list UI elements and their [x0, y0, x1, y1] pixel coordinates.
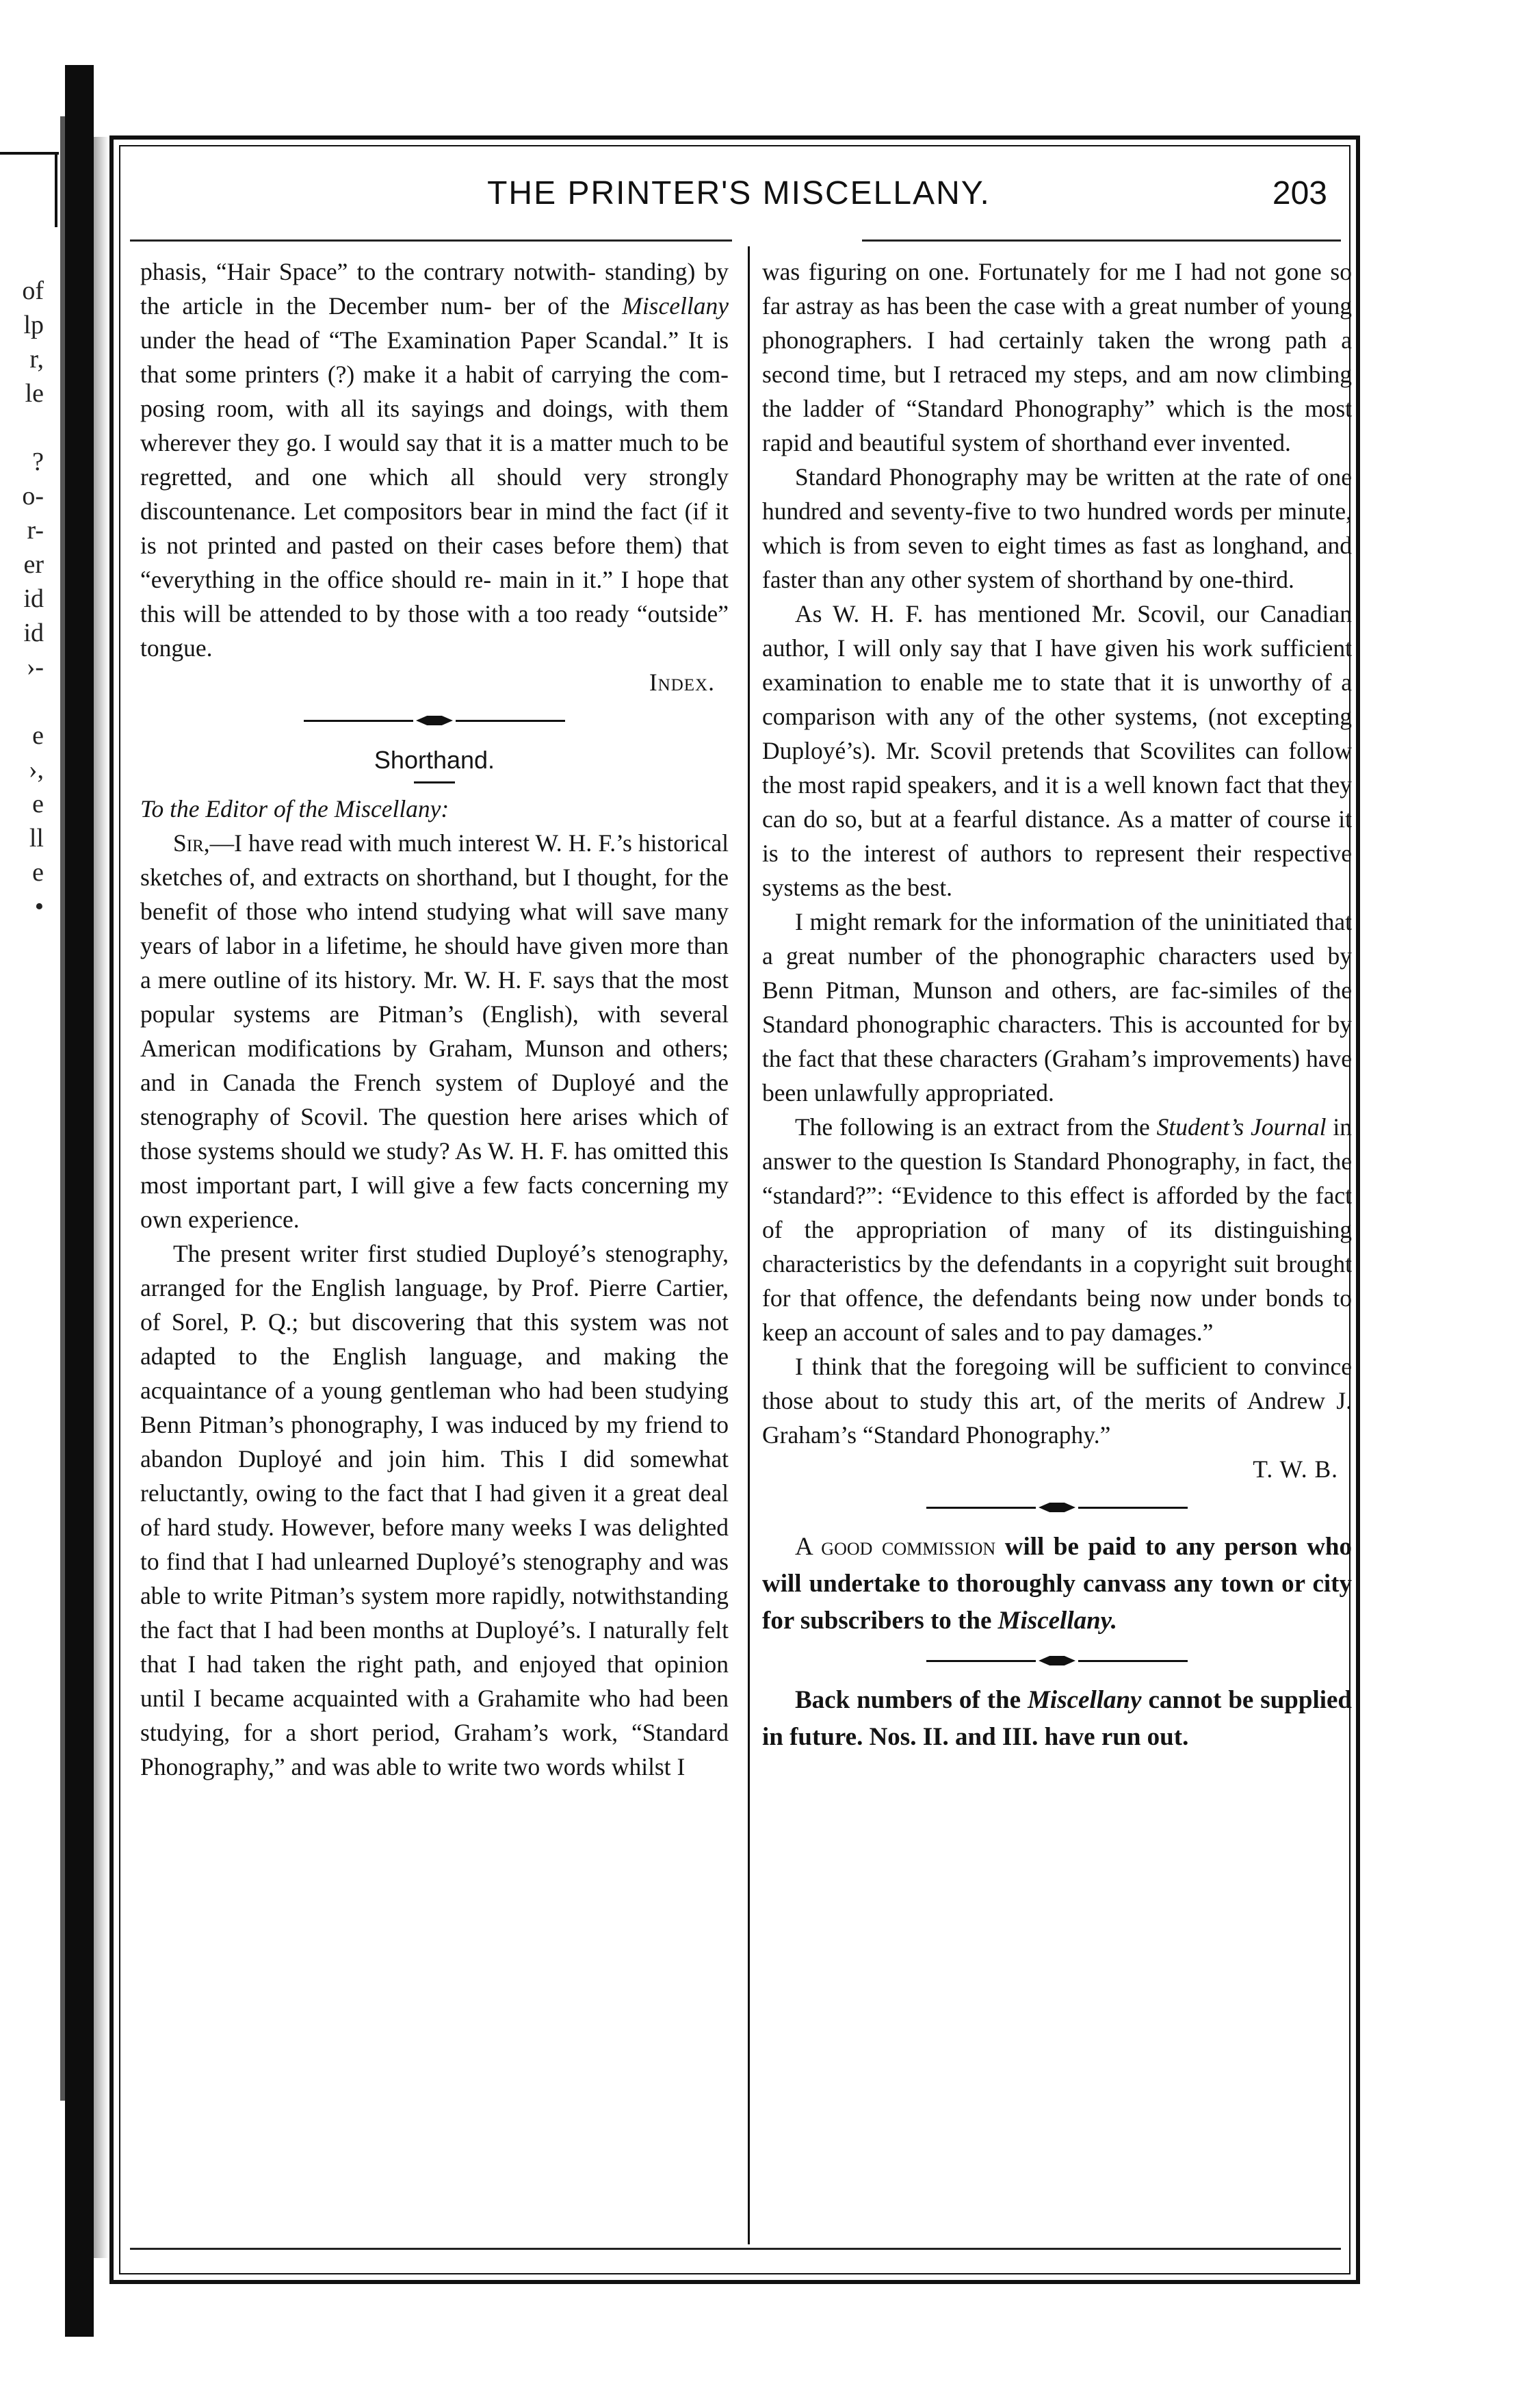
- notice-text: will be paid to any person who will undertake to thoroughly canvass any town or city for subscribers to the: [762, 1533, 1353, 1635]
- notice-text: Back numbers of the: [795, 1686, 1028, 1714]
- margin-fragment: id: [23, 619, 44, 647]
- margin-fragment: id: [23, 584, 44, 613]
- text-line: phasis, “Hair Space” to the contrary notwith-: [140, 258, 596, 285]
- margin-fragment: e: [32, 790, 44, 818]
- text-line: which all should very strongly discountenance.: [140, 463, 729, 525]
- paragraph-text: —I have read with much interest W. H. F.’s historical sketches of, and extracts on shorthand, but I thought, for the benefit of those who intend studying what will save many years of labor in a lifetime, he should have given more than a mere outline of its history. Mr. W. H. F. says that the most popular systems are Pitman’s (English), with several American modifications by Graham, Munson and others; and in Canada the French system of Duployé and the stenography of Scovil. The question here arises which of those systems should we study? As W. H. F. has omitted this most important part, I will give a few facts concerning my own experience.: [140, 829, 729, 1233]
- miscellany-title-italic: Miscellany: [1028, 1686, 1142, 1714]
- header-rule-left: [130, 239, 732, 242]
- column-divider: [748, 246, 750, 2244]
- left-column: [140, 255, 729, 1784]
- margin-fragment: [0, 411, 48, 445]
- page-number: 203: [1272, 175, 1327, 211]
- margin-fragment: ll: [29, 824, 44, 853]
- margin-fragment: [0, 684, 48, 718]
- right-column: [762, 255, 1352, 1756]
- margin-fragment: ›-: [26, 653, 44, 682]
- section-ornament-rule: [140, 703, 729, 738]
- margin-fragment: le: [25, 379, 44, 408]
- text-line: Examination Paper Scandal.” It is that some: [140, 326, 729, 388]
- text-line: standing) by the article in the December num-: [140, 258, 729, 320]
- text-line: under the head of “The: [140, 326, 378, 354]
- back-numbers-notice: [762, 1682, 1352, 1756]
- salutation: [140, 792, 729, 826]
- shorthand-letter-paragraph-1: [140, 826, 729, 1236]
- students-journal-italic: Student’s Journal: [1156, 1113, 1327, 1141]
- shorthand-letter-paragraph-5: As W. H. F. has mentioned Mr. Scovil, our Canadian author, I will only say that I have given his work sufficient examination to enable me to state that it is unworthy of a comparison with any of the other systems, (not excepting Duployé’s). Mr. Scovil pretends that Scovilites can follow the most rapid speakers, and it is a well known fact that they can do so, but at a fearful distance. As a matter of course it is to the interest of authors to represent their respective systems as the best.: [762, 600, 1352, 901]
- ornament-rule-1: [762, 1490, 1352, 1525]
- text-line: printers (?) make it a habit of carrying the com-: [245, 361, 729, 388]
- margin-fragment: er: [23, 550, 44, 579]
- salutation-sir: Sir,: [173, 829, 210, 857]
- text-line: main in it.” I hope that this will be attended: [140, 566, 729, 627]
- margin-fragment: ?: [32, 448, 44, 476]
- letter-index-paragraph: [140, 255, 729, 665]
- running-header-title: THE PRINTER'S MISCELLANY.: [487, 175, 991, 211]
- bottom-rule: [130, 2248, 1341, 2250]
- margin-fragment: o-: [22, 482, 44, 510]
- margin-fragment: r,: [29, 345, 44, 374]
- miscellany-title-italic: Miscellany: [622, 292, 729, 320]
- notice-lead: A good commission: [795, 1533, 996, 1561]
- salutation-text: To the Editor of the Miscellany:: [140, 795, 449, 822]
- signature-twb: T. W. B.: [1253, 1455, 1338, 1483]
- ornament-rule-2: [762, 1644, 1352, 1678]
- paragraph-text: The following is an extract from the: [795, 1113, 1157, 1141]
- text-line: them) that “everything in the office should re-: [140, 532, 729, 593]
- notice-text: cannot be supplied in future. Nos. II. and III. have run out.: [762, 1686, 1353, 1751]
- text-line: ber of the: [504, 292, 623, 320]
- margin-fragment: e: [32, 721, 44, 750]
- text-line: to by those with a too ready “outside” tongue.: [140, 600, 729, 662]
- binding-shadow: [94, 137, 109, 2258]
- running-header: [137, 174, 1341, 229]
- previous-page-margin-fragments: [0, 274, 48, 924]
- margin-fragment: lp: [23, 311, 44, 339]
- text-line: not printed and pasted on their cases before: [166, 532, 616, 559]
- text-line: it is a matter much to be regretted, and one: [140, 429, 729, 491]
- shorthand-letter-paragraph-4: Standard Phonography may be written at the rate of one hundred and seventy-five to two hundred words per minute, which is from seven to eight times as fast as longhand, and faster than any other system of shorthand by one-third.: [762, 463, 1352, 593]
- previous-page-rule: [0, 152, 59, 155]
- shorthand-letter-paragraph-8: I think that the foregoing will be sufficient to convince those about to study this art, of the merits of Andrew J. Graham’s “Standard Phonography.”: [762, 1353, 1352, 1449]
- shorthand-letter-paragraph-3: was figuring on one. Fortunately for me I had not gone so far astray as has been the case with a great number of young phonographers. I had certainly taken the wrong path a second time, but I retraced my steps, and am now climbing the ladder of “Standard Phonography” which is the most rapid and beautiful system of shorthand ever invented.: [762, 258, 1352, 456]
- text-line: with them wherever they go. I would say that: [140, 395, 729, 456]
- margin-fragment: e: [32, 858, 44, 887]
- margin-fragment: r-: [27, 516, 44, 545]
- margin-fragment: of: [22, 276, 44, 305]
- text-line: posing room, with all its sayings and doings,: [140, 395, 614, 422]
- previous-page-rule-vertical: [55, 152, 57, 227]
- margin-fragment: ›,: [28, 755, 44, 784]
- header-rule-right: [862, 239, 1341, 242]
- commission-notice: [762, 1529, 1352, 1639]
- section-title-shorthand: Shorthand.: [374, 746, 495, 774]
- signature-index: Index.: [649, 669, 715, 696]
- miscellany-title-italic: Miscellany.: [997, 1607, 1117, 1635]
- shorthand-letter-paragraph-6: I might remark for the information of the uninitiated that a great number of the phonographic characters used by Benn Pitman, Munson and others, are fac-similes of the Standard phonographic characters. This is accounted for by the fact that these characters (Graham’s improvements) have been unlawfully appropriated.: [762, 908, 1352, 1106]
- margin-fragment: •: [34, 892, 44, 921]
- page-binding-spine: [65, 65, 94, 2337]
- shorthand-letter-paragraph-2: The present writer first studied Duployé’s stenography, arranged for the English language, by Prof. Pierre Cartier, of Sorel, P. Q.; but discovering that this system was not adapted to the English language, and making the acquaintance of a young gentleman who had been studying Benn Pitman’s phonography, I was induced by my friend to abandon Duployé and join him. This I did somewhat reluctantly, owing to the fact that I had given it a great deal of hard study. However, before many weeks I was delighted to find that I had unlearned Duployé’s stenography and was able to write Pitman’s system more rapidly, notwithstanding the fact that I had been months at Duployé’s. I naturally felt that I had taken the right path, and enjoyed that opinion until I became acquainted with a Grahamite who had been studying, for a short period, Graham’s work, “Standard Phonography,” and was able to write two words whilst I: [140, 1240, 729, 1780]
- section-title-underline: [414, 781, 455, 783]
- shorthand-letter-paragraph-7: [762, 1110, 1352, 1349]
- paragraph-text: in answer to the question Is Standard Phonography, in fact, the “standard?”: “Evidence to this effect is afforded by the fact of the appropriation of many of its distinguishing characteristics by the defendants in a copyright suit brought for that offence, the defendants being now under bonds to keep an account of sales and to pay damages.”: [762, 1113, 1352, 1346]
- text-line: Let compositors bear in mind the fact (if it is: [140, 497, 729, 559]
